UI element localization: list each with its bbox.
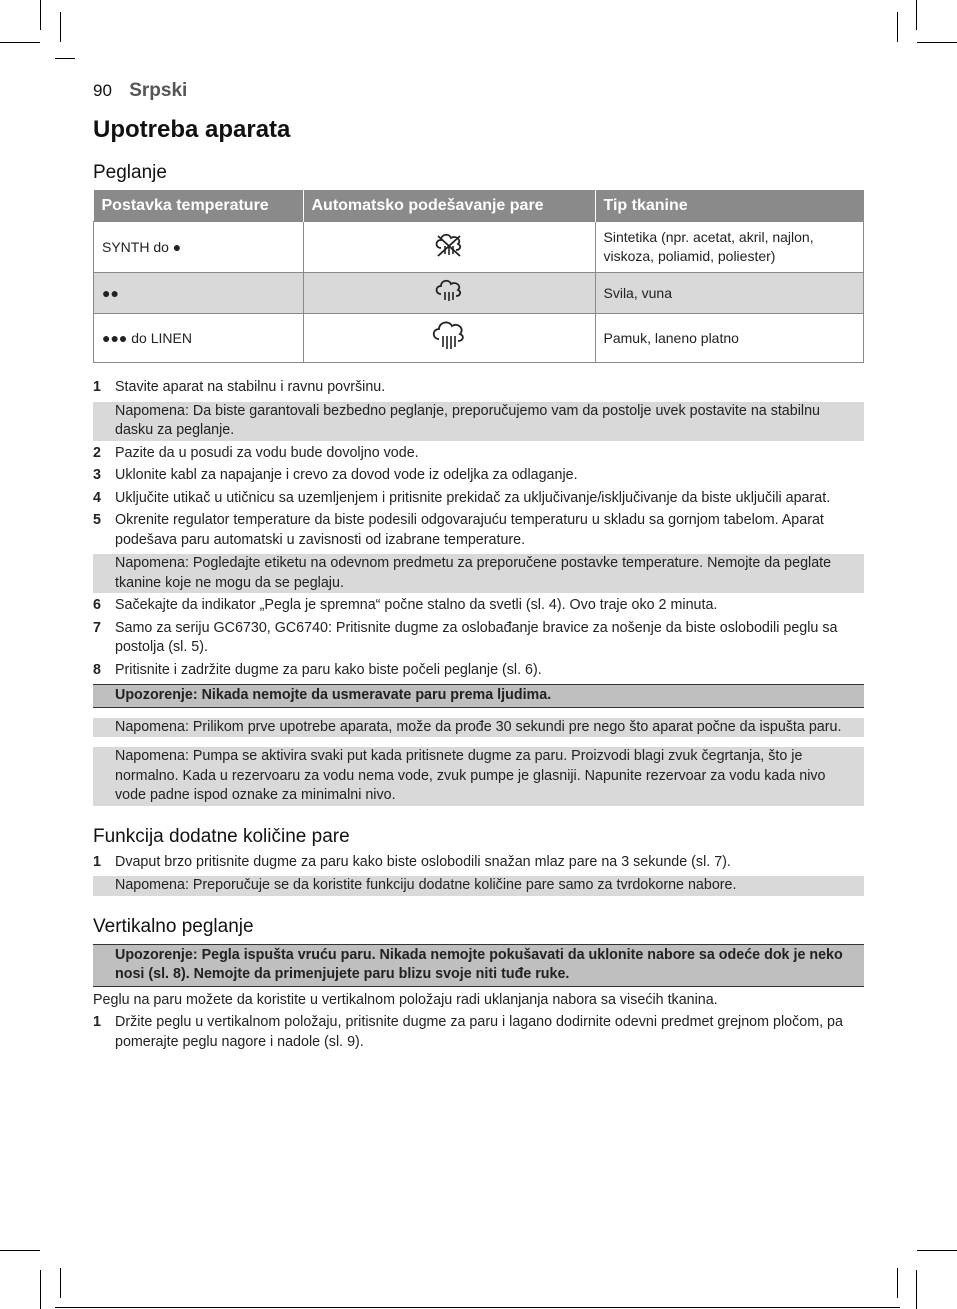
step-number: 1: [93, 853, 101, 870]
step-number: 1: [93, 379, 101, 395]
document-body: [93, 160, 864, 1052]
table-header-fabric: Tip tkanine: [595, 190, 864, 222]
table-row: [94, 314, 864, 363]
temp-setting-cell: ●●: [94, 273, 304, 314]
list-item: [93, 619, 864, 658]
page-header: [93, 80, 187, 102]
list-item: [93, 596, 864, 616]
no-steam-icon: [432, 232, 466, 258]
step-text: Pazite da u posudi za vodu bude dovoljno vode.: [115, 444, 419, 461]
crop-mark: [917, 1250, 957, 1251]
step-text: Pritisnite i zadržite dugme za paru kako biste počeli peglanje (sl. 6).: [115, 661, 542, 678]
crop-mark: [55, 1307, 900, 1308]
step-number: 4: [93, 489, 101, 506]
crop-mark: [40, 1270, 41, 1309]
step-number: 6: [93, 597, 101, 613]
step-number: 2: [93, 444, 101, 461]
note-box: Napomena: Da biste garantovali bezbedno peglanje, preporučujemo vam da postolje uvek postavite na stabilnu dasku za peglanje.: [93, 402, 864, 441]
crop-mark: [916, 1270, 917, 1309]
steam-icon-cell: [303, 222, 595, 273]
crop-mark: [897, 1268, 898, 1298]
list-item: [93, 511, 864, 550]
step-number: 3: [93, 467, 101, 483]
steam-icon-cell: [303, 314, 595, 363]
list-item: [93, 466, 864, 486]
note-box: Napomena: Pogledajte etiketu na odevnom predmetu za preporučene postavke temperature. Nemojte da peglate tkanine koje ne mogu da se peglaju.: [93, 554, 864, 593]
step-number: 1: [93, 1014, 101, 1030]
table-row: [94, 273, 864, 314]
temp-setting-cell: SYNTH do ●: [94, 222, 304, 273]
medium-steam-icon: [432, 279, 466, 303]
section-heading-boost: Funkcija dodatne količine pare: [93, 825, 350, 847]
step-text: Uključite utikač u utičnicu sa uzemljenjem i pritisnite prekidač za uključivanje/isključivanje da biste uključili aparat.: [115, 489, 831, 506]
list-item: [93, 661, 864, 681]
step-text: Uklonite kabl za napajanje i crevo za dovod vode iz odeljka za odlaganje.: [115, 467, 578, 483]
page-number: 90: [93, 81, 112, 100]
section-heading-vertical: Vertikalno peglanje: [93, 915, 254, 937]
step-text: Samo za seriju GC6730, GC6740: Pritisnite dugme za oslobađanje bravice za nošenje da biste oslobodili peglu sa postolja (sl. 5).: [115, 619, 838, 655]
step-text: Sačekajte da indikator „Pegla je spremna“ počne stalno da svetli (sl. 4). Ovo traje oko 2 minuta.: [115, 597, 718, 613]
language-label: Srpski: [129, 80, 188, 101]
crop-mark: [917, 42, 957, 43]
crop-mark: [0, 1250, 40, 1251]
crop-mark: [0, 42, 40, 43]
fabric-type-cell: Pamuk, laneno platno: [595, 314, 864, 363]
list-item: [93, 1013, 864, 1052]
list-item: [93, 853, 864, 873]
step-text: Stavite aparat na stabilnu i ravnu površinu.: [115, 379, 386, 395]
paragraph: Peglu na paru možete da koristite u vertikalnom položaju radi uklanjanja nabora sa visećih tkanina.: [93, 991, 718, 1008]
section-heading-ironing: Peglanje: [93, 162, 167, 183]
table-row: [94, 222, 864, 273]
fabric-type-cell: Sintetika (npr. acetat, akril, najlon, viskoza, poliamid, poliester): [595, 222, 864, 273]
temp-setting-cell: ●●● do LINEN: [94, 314, 304, 363]
table-header-row: [94, 190, 864, 222]
table-header-steam: Automatsko podešavanje pare: [303, 190, 595, 222]
crop-mark: [916, 0, 917, 30]
crop-mark: [60, 1268, 61, 1298]
warning-box: Upozorenje: Nikada nemojte da usmeravate paru prema ljudima.: [93, 684, 864, 708]
crop-mark: [55, 58, 75, 59]
crop-mark: [897, 12, 898, 42]
note-box: Napomena: Prilikom prve upotrebe aparata, može da prođe 30 sekundi pre nego što aparat počne da ispušta paru.: [93, 718, 864, 738]
max-steam-icon: [429, 320, 469, 352]
fabric-type-cell: Svila, vuna: [595, 273, 864, 314]
list-item: [93, 444, 864, 464]
list-item: [93, 378, 864, 398]
step-text: Okrenite regulator temperature da biste podesili odgovarajuću temperaturu u skladu sa gornjom tabelom. Aparat podešava paru automatski u zavisnosti od izabrane temperature.: [115, 512, 824, 548]
step-number: 7: [93, 619, 101, 636]
step-number: 5: [93, 512, 101, 528]
step-text: Držite peglu u vertikalnom položaju, pritisnite dugme za paru i lagano dodirnite odevni predmet grejnom pločom, pa pomerajte peglu nagore i nadole (sl. 9).: [115, 1014, 843, 1050]
step-text: Dvaput brzo pritisnite dugme za paru kako biste oslobodili snažan mlaz pare na 3 sekunde (sl. 7).: [115, 853, 731, 870]
step-number: 8: [93, 661, 101, 678]
list-item: [93, 489, 864, 509]
crop-mark: [40, 0, 41, 30]
steam-icon-cell: [303, 273, 595, 314]
page-title: Upotreba aparata: [93, 116, 291, 143]
crop-mark: [60, 12, 61, 42]
temperature-table: [93, 190, 864, 363]
table-header-temperature: Postavka temperature: [94, 190, 304, 222]
warning-box: Upozorenje: Pegla ispušta vruću paru. Nikada nemojte pokušavati da uklonite nabore sa odeće dok je neko nosi (sl. 8). Nemojte da primenjujete paru blizu svoje niti tuđe ruke.: [93, 944, 864, 987]
note-box: Napomena: Pumpa se aktivira svaki put kada pritisnete dugme za paru. Proizvodi blagi zvuk čegrtanja, što je normalno. Kada u rezervoaru za vodu nema vode, zvuk pumpe je glasniji. Napunite rezervoar za vodu kada nivo vode padne ispod oznake za minimalni nivo.: [93, 747, 864, 806]
note-box: Napomena: Preporučuje se da koristite funkciju dodatne količine pare samo za tvrdokorne nabore.: [93, 876, 864, 896]
